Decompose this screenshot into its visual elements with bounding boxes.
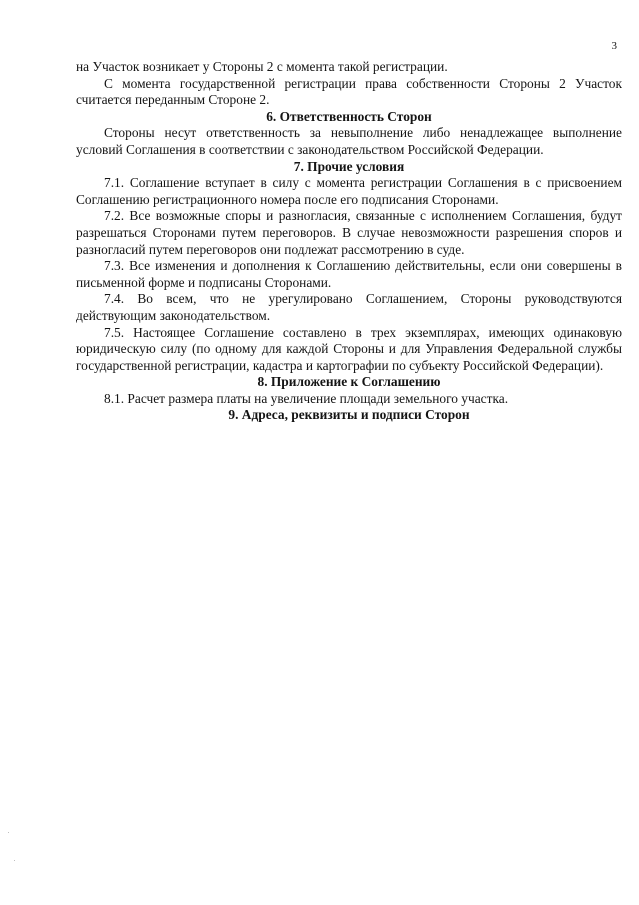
document-body: [76, 59, 622, 424]
scan-speck: [8, 832, 9, 833]
section-heading-appendix: 8. Приложение к Соглашению: [257, 374, 441, 390]
paragraph-transfer-continuation: на Участок возникает у Стороны 2 с момента такой регистрации.: [76, 59, 448, 74]
section-heading-addresses: 9. Адреса, реквизиты и подписи Сторон: [228, 407, 470, 423]
clause-7-5: 7.5. Настоящее Соглашение составлено в трех экземплярах, имеющих одинаковую юридическую силу (по одному для каждой Стороны и для Управления Федеральной службы государственной регистрации, кадастра и картографии по субъекту Российской Федерации).: [76, 324, 622, 373]
scan-speck: [14, 860, 15, 861]
clause-7-4: 7.4. Во всем, что не урегулировано Соглашением, Стороны руководствуются действующим законодательством.: [76, 291, 622, 323]
section-heading-liability: 6. Ответственность Сторон: [266, 108, 432, 124]
paragraph-ownership-registration: С момента государственной регистрации права собственности Стороны 2 Участок считается переданным Стороне 2.: [76, 75, 622, 108]
clause-7-2: 7.2. Все возможные споры и разногласия, связанные с исполнением Соглашения, будут разрешаться Сторонами путем переговоров. В случае невозможности разрешения споров и разногласий путем переговоров они подлежат рассмотрению в суде.: [76, 208, 622, 257]
clause-7-1: 7.1. Соглашение вступает в силу с момента регистрации Соглашения в с присвоением Соглашению регистрационного номера после его подписания Сторонами.: [76, 175, 622, 207]
clause-7-3: 7.3. Все изменения и дополнения к Соглашению действительны, если они совершены в письменной форме и подписаны Сторонами.: [76, 258, 622, 290]
page-number: 3: [611, 40, 617, 52]
paragraph-liability: Стороны несут ответственность за невыполнение либо ненадлежащее выполнение условий Соглашения в соответствии с законодательством Российской Федерации.: [76, 125, 622, 157]
clause-8-1: 8.1. Расчет размера платы на увеличение площади земельного участка.: [104, 390, 509, 406]
section-heading-other-terms: 7. Прочие условия: [293, 158, 405, 174]
